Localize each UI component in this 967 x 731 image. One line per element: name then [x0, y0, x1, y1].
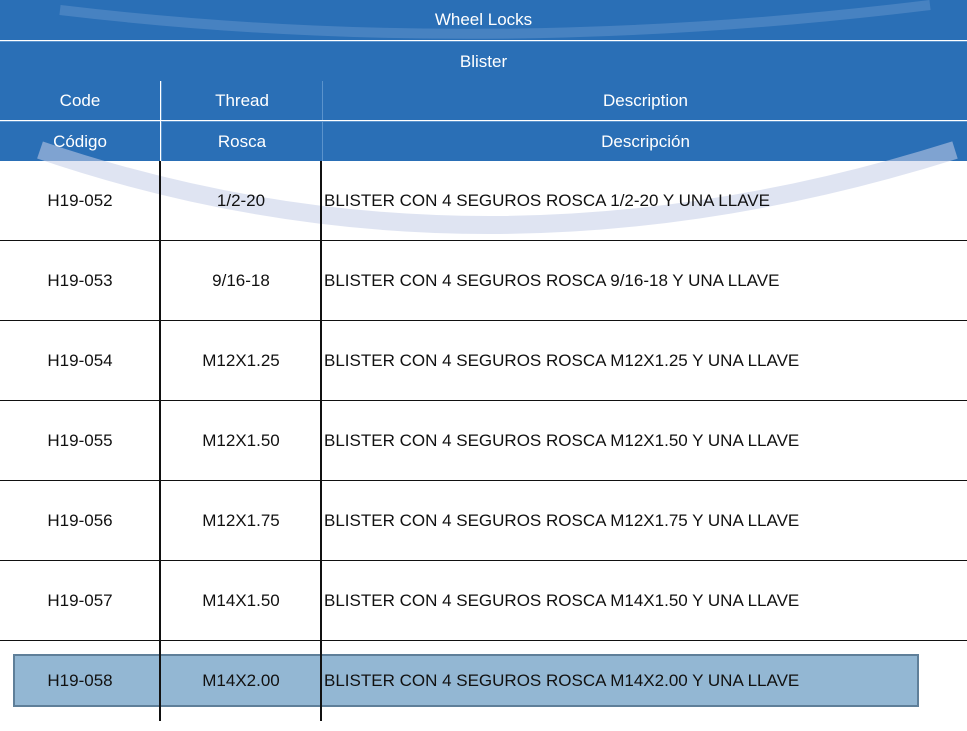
cell-code: H19-056 [47, 510, 113, 530]
cell-code: H19-055 [47, 430, 113, 450]
table-row[interactable] [0, 481, 967, 561]
table-title-text: Wheel Locks [434, 10, 533, 29]
column-divider [320, 161, 322, 721]
cell-code: H19-054 [47, 350, 113, 370]
cell-description: BLISTER CON 4 SEGUROS ROSCA M12X1.25 Y UNA LLAVE [324, 350, 800, 370]
table-row[interactable] [0, 561, 967, 641]
cell-code: H19-057 [47, 590, 113, 610]
cell-description: BLISTER CON 4 SEGUROS ROSCA M12X1.75 Y UNA LLAVE [324, 510, 800, 530]
table-subtitle [0, 41, 967, 81]
header-codigo [0, 121, 160, 161]
cell-code: H19-053 [47, 270, 113, 290]
cell-thread: 9/16-18 [212, 270, 270, 290]
cell-thread: M14X1.50 [202, 590, 280, 610]
header-rosca-label: Rosca [217, 131, 267, 151]
cell-description: BLISTER CON 4 SEGUROS ROSCA 1/2-20 Y UNA LLAVE [324, 190, 770, 210]
cell-thread: 1/2-20 [216, 190, 266, 210]
header-description-label: Description [602, 90, 689, 110]
cell-description: BLISTER CON 4 SEGUROS ROSCA M14X2.00 Y UNA LLAVE [324, 670, 800, 690]
table-subtitle-text: Blister [459, 51, 508, 71]
table-title [0, 0, 967, 40]
header-rosca [161, 121, 322, 161]
header-codigo-label: Código [53, 131, 107, 151]
table-row[interactable] [0, 401, 967, 481]
header-descripcion-label: Descripción [601, 131, 690, 151]
cell-description: BLISTER CON 4 SEGUROS ROSCA M14X1.50 Y UNA LLAVE [324, 590, 800, 610]
cell-code: H19-058 [47, 670, 113, 690]
cell-thread: M12X1.50 [202, 430, 280, 450]
cell-thread: M14X2.00 [202, 670, 280, 690]
cell-code: H19-052 [47, 190, 113, 210]
header-thread-label: Thread [215, 90, 269, 110]
column-divider [159, 161, 161, 721]
table-row[interactable] [0, 321, 967, 401]
table-row[interactable] [0, 241, 967, 321]
header-descripcion [322, 121, 967, 161]
header-code-label: Code [59, 90, 101, 110]
cell-description: BLISTER CON 4 SEGUROS ROSCA M12X1.50 Y UNA LLAVE [324, 430, 800, 450]
cell-thread: M12X1.25 [202, 350, 280, 370]
header-code [0, 81, 160, 120]
header-description [322, 81, 967, 120]
cell-description: BLISTER CON 4 SEGUROS ROSCA 9/16-18 Y UNA LLAVE [324, 270, 780, 290]
table-row-selected[interactable] [0, 641, 967, 720]
table-row[interactable] [0, 161, 967, 241]
header-thread [161, 81, 322, 120]
cell-thread: M12X1.75 [202, 510, 280, 530]
